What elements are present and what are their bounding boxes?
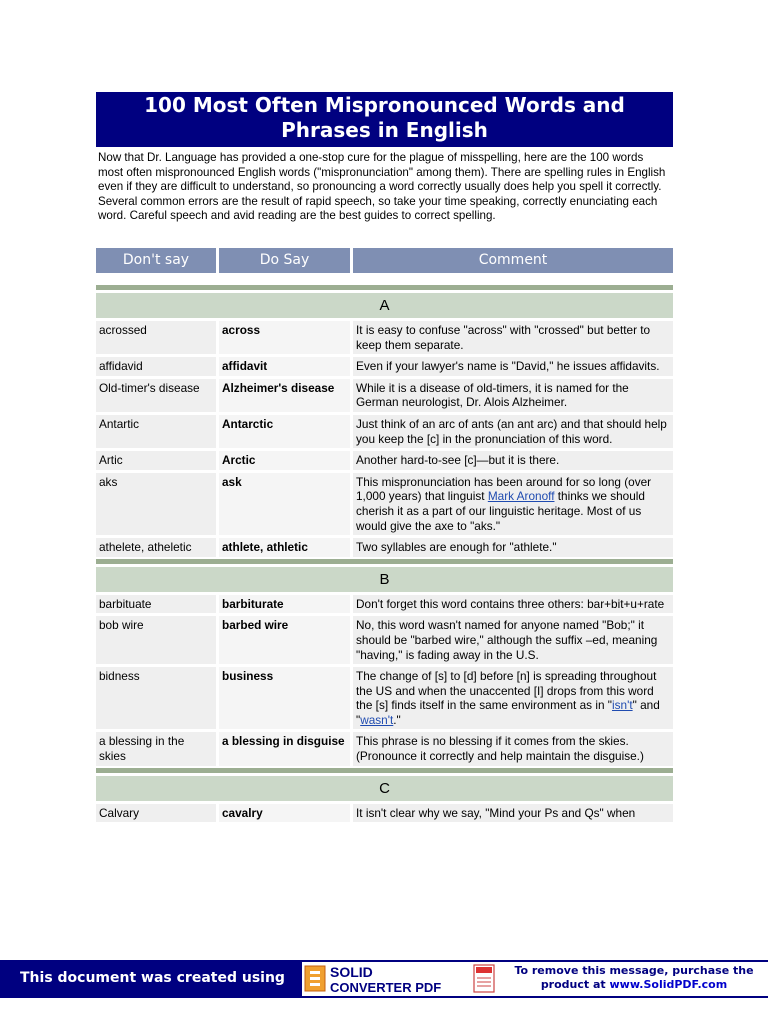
do-say-cell: a blessing in disguise bbox=[219, 732, 350, 765]
table-row bbox=[96, 538, 673, 557]
dont-say-cell: Antartic bbox=[96, 415, 216, 448]
section-divider bbox=[96, 559, 673, 564]
section-letter-b: B bbox=[96, 567, 673, 592]
footer-purchase-text bbox=[500, 962, 768, 992]
document-page bbox=[96, 92, 673, 822]
dont-say-cell: bidness bbox=[96, 667, 216, 729]
do-say-cell: affidavit bbox=[219, 357, 350, 376]
comment-cell: It isn't clear why we say, "Mind your Ps and Qs" when bbox=[353, 804, 673, 822]
do-say-cell: ask bbox=[219, 473, 350, 535]
intro-paragraph: Now that Dr. Language has provided a one-stop cure for the plague of misspelling, here are the 100 words most often mispronounced English words ("mispronunciation" among them). There are spelling rules in English even if they are difficult to understand, so pronouncing a word correctly usually does help you spell it correctly. Several common errors are the result of rapid speech, so take your time speaking, correctly enunciating each word. Careful speech and avid reading are the best guides to correct spelling. bbox=[98, 151, 666, 223]
logo-mark bbox=[310, 971, 320, 974]
comment-cell: While it is a disease of old-timers, it is named for the German neurologist, Dr. Alois Alzheimer. bbox=[353, 379, 673, 412]
wasnt-link[interactable]: wasn't bbox=[360, 712, 394, 727]
table-row bbox=[96, 379, 673, 412]
do-say-cell: Antarctic bbox=[219, 415, 350, 448]
do-say-cell: across bbox=[219, 321, 350, 354]
table-row bbox=[96, 321, 673, 354]
footer-created-text: This document was created using bbox=[0, 962, 302, 996]
table-row bbox=[96, 595, 673, 614]
do-say-cell: cavalry bbox=[219, 804, 350, 822]
logo-mark bbox=[310, 983, 320, 986]
footer-purchase-line1: To remove this message, purchase the bbox=[514, 964, 754, 977]
do-say-cell: Arctic bbox=[219, 451, 350, 470]
logo-mark bbox=[310, 977, 320, 980]
header-dont-say: Don't say bbox=[96, 248, 216, 273]
comment-cell: Even if your lawyer's name is "David," he issues affidavits. bbox=[353, 357, 673, 376]
page-title: 100 Most Often Mispronounced Words and Phrases in English bbox=[96, 92, 673, 147]
logo-converter-text: CONVERTER PDF bbox=[330, 980, 442, 995]
comment-cell: Another hard-to-see [c]—but it is there. bbox=[353, 451, 673, 470]
footer-purchase-line2 bbox=[500, 978, 768, 992]
header-comment: Comment bbox=[353, 248, 673, 273]
table-row bbox=[96, 667, 673, 729]
dont-say-cell: Artic bbox=[96, 451, 216, 470]
isnt-link[interactable]: isn't bbox=[611, 698, 633, 713]
table-header bbox=[96, 248, 673, 273]
solidpdf-link[interactable]: www.SolidPDF.com bbox=[609, 978, 728, 991]
solid-converter-logo bbox=[304, 963, 499, 995]
do-say-cell: business bbox=[219, 667, 350, 729]
do-say-cell: Alzheimer's disease bbox=[219, 379, 350, 412]
footer-purchase-prefix: product at bbox=[540, 978, 610, 991]
comment-text: " and " bbox=[356, 698, 660, 727]
comment-text: ." bbox=[393, 712, 401, 727]
comment-cell: Just think of an arc of ants (an ant arc) and that should help you keep the [c] in the pronunciation of this word. bbox=[353, 415, 673, 448]
section-divider bbox=[96, 768, 673, 773]
table-row bbox=[96, 804, 673, 822]
dont-say-cell: aks bbox=[96, 473, 216, 535]
comment-cell: No, this word wasn't named for anyone named "Bob;" it should be "barbed wire," although the suffix –ed, meaning "having," is fading away in the U.S. bbox=[353, 616, 673, 664]
table-row bbox=[96, 616, 673, 664]
dont-say-cell: Old-timer's disease bbox=[96, 379, 216, 412]
comment-cell: Two syllables are enough for "athlete." bbox=[353, 538, 673, 557]
table-row bbox=[96, 732, 673, 765]
dont-say-cell: acrossed bbox=[96, 321, 216, 354]
dont-say-cell: athelete, atheletic bbox=[96, 538, 216, 557]
table-row bbox=[96, 473, 673, 535]
logo-solid-text: SOLID bbox=[330, 964, 373, 980]
table-row bbox=[96, 357, 673, 376]
comment-cell bbox=[353, 473, 673, 535]
mark-aronoff-link[interactable]: Mark Aronoff bbox=[487, 489, 555, 504]
comment-text: This mispronunciation has been around for so long (over 1,000 years) that linguist bbox=[356, 474, 652, 504]
dont-say-cell: barbituate bbox=[96, 595, 216, 614]
comment-cell: Don't forget this word contains three others: bar+bit+u+rate bbox=[353, 595, 673, 614]
do-say-cell: barbed wire bbox=[219, 616, 350, 664]
section-divider bbox=[96, 285, 673, 290]
dont-say-cell: affidavid bbox=[96, 357, 216, 376]
dont-say-cell: bob wire bbox=[96, 616, 216, 664]
do-say-cell: athlete, athletic bbox=[219, 538, 350, 557]
dont-say-cell: Calvary bbox=[96, 804, 216, 822]
do-say-cell: barbiturate bbox=[219, 595, 350, 614]
section-letter-a: A bbox=[96, 293, 673, 318]
watermark-footer bbox=[0, 960, 768, 998]
header-do-say: Do Say bbox=[219, 248, 350, 273]
comment-cell: It is easy to confuse "across" with "crossed" but better to keep them separate. bbox=[353, 321, 673, 354]
comment-cell bbox=[353, 667, 673, 729]
section-letter-c: C bbox=[96, 776, 673, 801]
pdf-file-icon bbox=[476, 967, 492, 973]
comment-text: thinks we should cherish it as a part of our linguistic heritage. Most of us would give the axe to "aks." bbox=[356, 489, 645, 533]
comment-text: The change of [s] to [d] before [n] is spreading throughout the US and when the unaccented [I] drops from this word the [s] finds itself in the same environment as in " bbox=[356, 669, 657, 713]
dont-say-cell: a blessing in the skies bbox=[96, 732, 216, 765]
comment-cell: This phrase is no blessing if it comes from the skies. (Pronounce it correctly and help maintain the disguise.) bbox=[353, 732, 673, 765]
table-row bbox=[96, 451, 673, 470]
table-row bbox=[96, 415, 673, 448]
